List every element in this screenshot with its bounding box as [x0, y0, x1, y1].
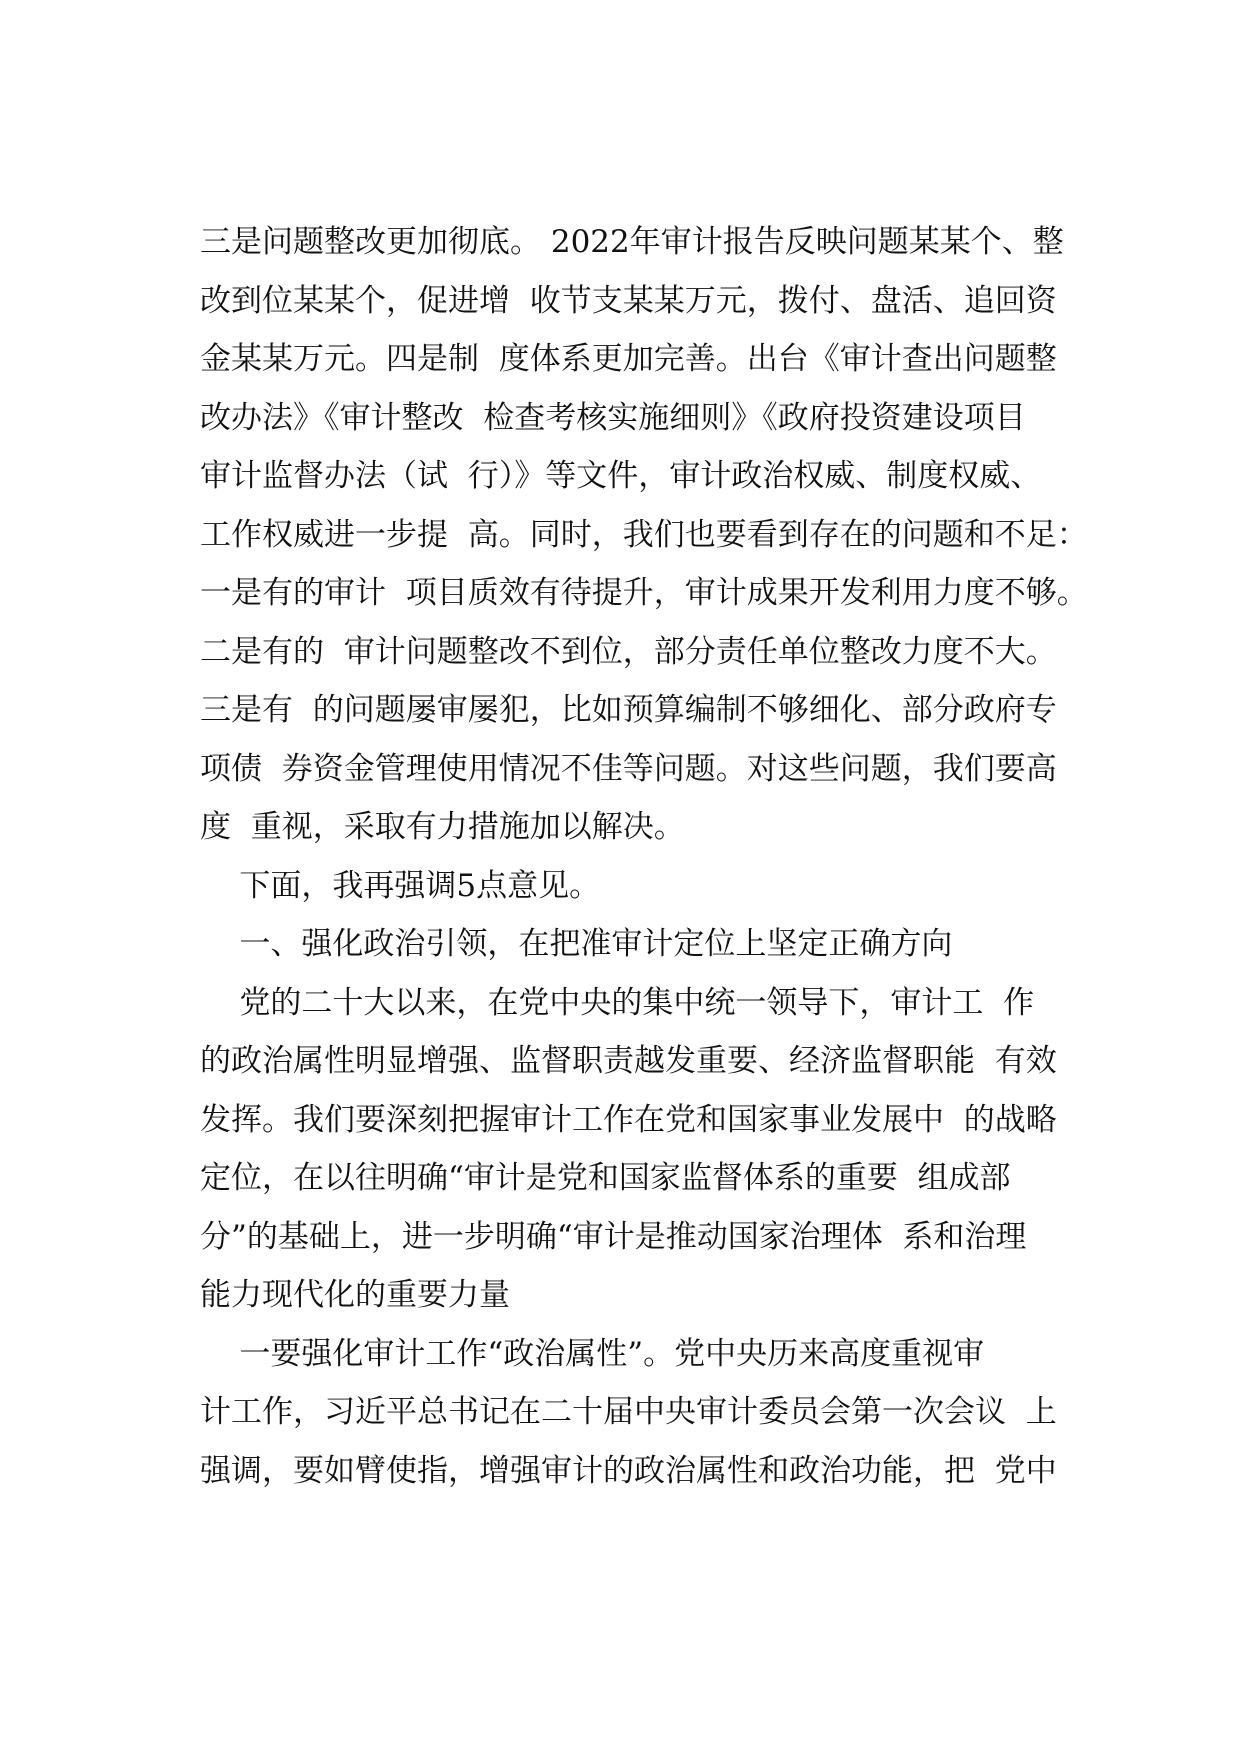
text-line: 定位，在以往明确“审计是党和国家监督体系的重要 组成部 [200, 1160, 1011, 1196]
text-line: 计工作，习近平总书记在二十届中央审计委员会第一次会议 上 [200, 1394, 1057, 1430]
text-line: 的政治属性明显增强、监督职责越发重要、经济监督职能 有效 [200, 1043, 1057, 1079]
text-line: 二是有的 审计问题整改不到位，部分责任单位整改力度不大。 [200, 633, 1057, 670]
text-line: 审计监督办法（试 行）》等文件，审计政治权威、制度权威、 [200, 458, 1042, 494]
text-line: 分”的基础上，进一步明确“审计是推动国家治理体 系和治理 [200, 1218, 1027, 1255]
text-line: 一要强化审计工作“政治属性”。党中央历来高度重视审 [200, 1335, 985, 1372]
text-line: 工作权威进一步提 高。同时，我们也要看到存在的问题和不足： [200, 516, 1088, 553]
text-line: 改办法》《审计整改 检查考核实施细则》《政府投资建设项目 [200, 399, 1026, 436]
text-line: 强调，要如臂使指，增强审计的政治属性和政治功能，把 党中 [200, 1452, 1057, 1489]
text-line: 一是有的审计 项目质效有待提升，审计成果开发利用力度不够。 [200, 575, 1088, 611]
text-line: 三是有 的问题屡审屡犯，比如预算编制不够细化、部分政府专 [200, 692, 1057, 728]
text-line: 能力现代化的重要力量 [200, 1277, 510, 1313]
text-line: 三是问题整改更加彻底。 2022年审计报告反映问题某某个、整 [200, 224, 1064, 260]
text-line: 下面，我再强调5点意见。 [200, 867, 601, 904]
section-heading: 一、强化政治引领，在把准审计定位上坚定正确方向 [200, 926, 953, 962]
text-line: 金某某万元。四是制 度体系更加完善。出台《审计查出问题整 [200, 341, 1057, 377]
text-line: 度 重视，采取有力措施加以解决。 [200, 809, 685, 845]
body-text [200, 213, 1100, 1500]
text-line: 项债 券资金管理使用情况不佳等问题。对这些问题，我们要高 [200, 750, 1057, 787]
text-line: 改到位某某个，促进增 收节支某某万元，拨付、盘活、追回资 [200, 282, 1057, 319]
text-line: 党的二十大以来，在党中央的集中统一领导下，审计工 作 [200, 984, 1035, 1021]
text-line: 发挥。我们要深刻把握审计工作在党和国家事业发展中 的战略 [200, 1101, 1057, 1138]
